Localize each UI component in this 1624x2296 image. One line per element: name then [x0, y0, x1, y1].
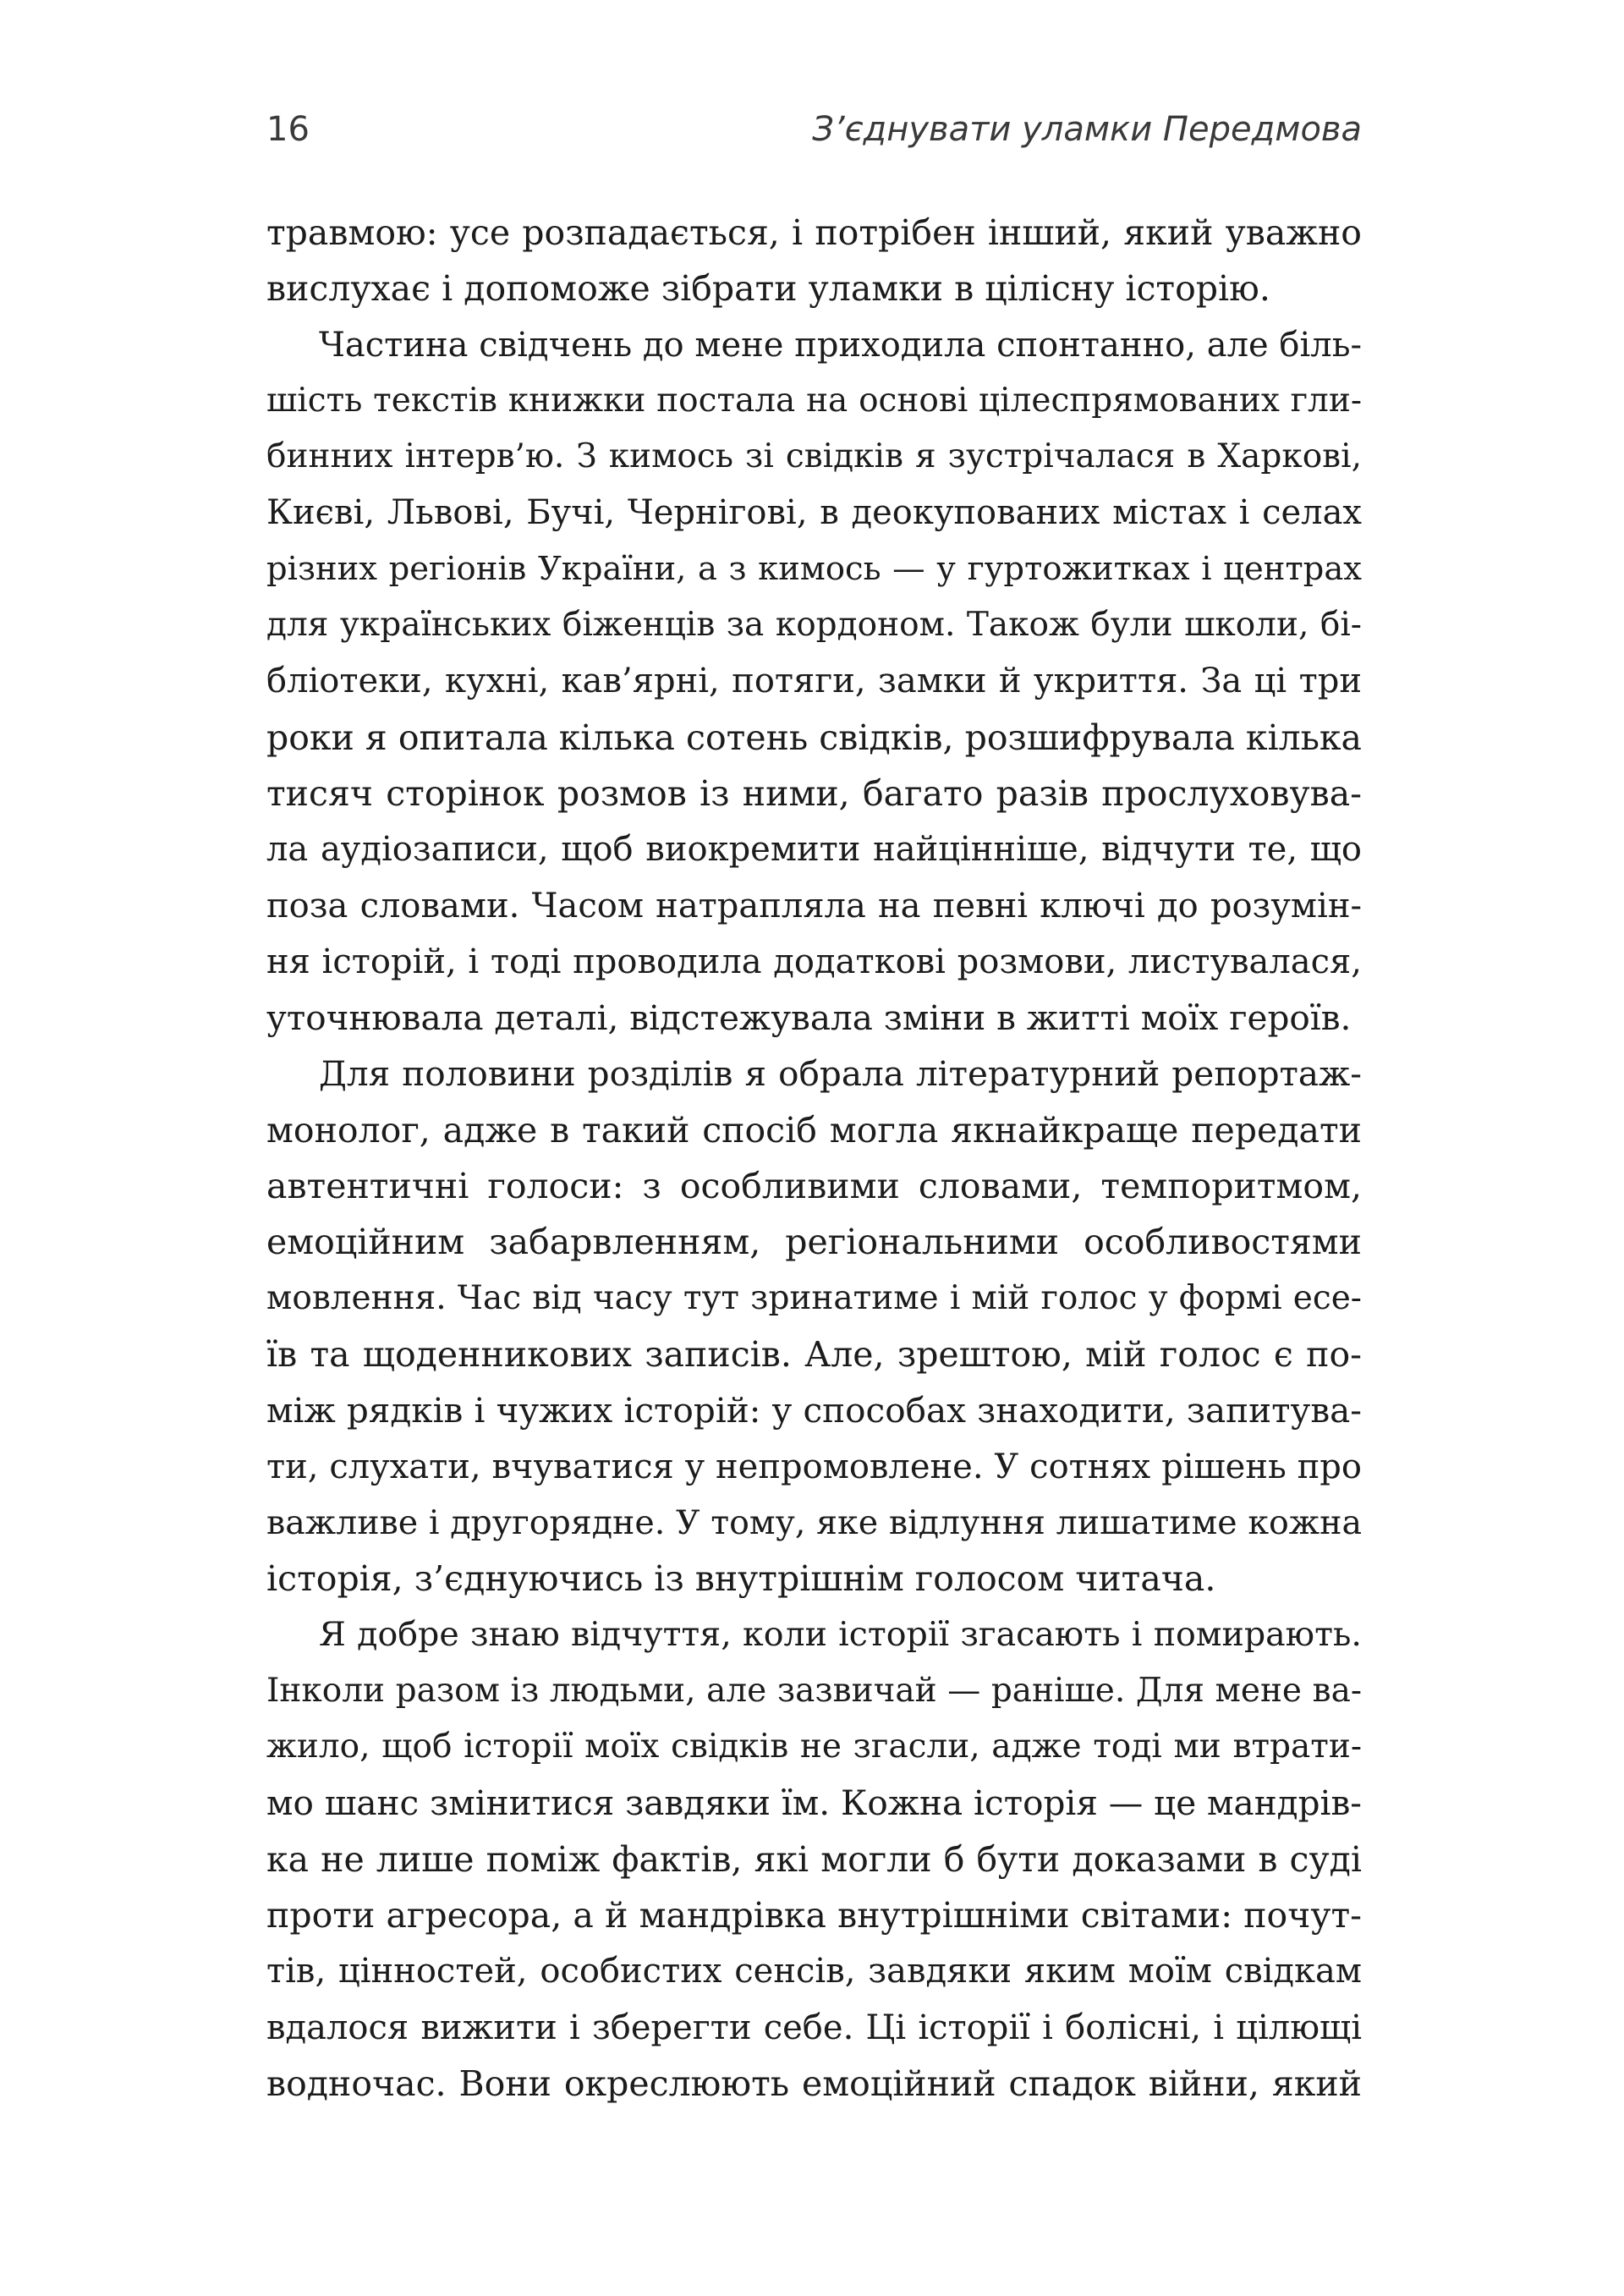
text-line: тисяч сторінок розмов із ними, багато разів прослуховува- [266, 772, 1362, 814]
text-line: Я добре знаю відчуття, коли історії згасають і помирають. [319, 1615, 1362, 1655]
text-line: монолог, адже в такий спосіб могла якнайкраще передати [266, 1109, 1362, 1151]
body-text [266, 205, 1362, 2112]
text-line: важливе і другорядне. У тому, яке відлуння лишатиме кожна [266, 1502, 1362, 1542]
text-line: історія, з’єднуючись із внутрішнім голосом читача. [266, 1558, 1216, 1600]
text-line: ня історій, і тоді проводила додаткові розмови, листувалася, [266, 942, 1362, 981]
text-line: автентичні голоси: з особливими словами, темпоритмом, [266, 1166, 1362, 1207]
text-line: водночас. Вони окреслюють емоційний спадок війни, який [266, 2063, 1362, 2104]
text-line: Для половини розділів я обрала літературний репортаж- [319, 1053, 1362, 1095]
text-line: мовлення. Час від часу тут зринатиме і мій голос у формі есе- [266, 1278, 1362, 1317]
text-line: бинних інтерв’ю. З кимось зі свідків я зустрічалася в Харкові, [266, 437, 1362, 476]
text-line: тів, цінностей, особистих сенсів, завдяки яким моїм свідкам [266, 1952, 1362, 1991]
text-line: вислухає і допоможе зібрати уламки в цілісну історію. [266, 268, 1270, 310]
text-line: Інколи разом із людьми, але зазвичай — раніше. Для мене ва- [266, 1671, 1362, 1710]
text-line: їв та щоденникових записів. Але, зрештою, мій голос є по- [266, 1333, 1362, 1375]
text-line: Частина свідчень до мене приходила спонтанно, але біль- [319, 325, 1362, 365]
text-line: проти агресора, а й мандрівка внутрішніми світами: почут- [266, 1894, 1362, 1936]
text-line: вдалося вижити і зберегти себе. Ці історії і болісні, і цілющі [266, 2008, 1362, 2047]
text-line: ла аудіозаписи, щоб виокремити найцінніше, відчути те, що [266, 830, 1362, 870]
text-line: шість текстів книжки постала на основі цілеспрямованих гли- [266, 381, 1362, 420]
text-line: уточнювала деталі, відстежувала зміни в житті моїх героїв. [266, 997, 1352, 1039]
text-line: емоційним забарвленням, регіональними особливостями [266, 1222, 1362, 1263]
text-line: поза словами. Часом натрапляла на певні ключі до розумін- [266, 886, 1362, 926]
text-line: різних регіонів України, а з кимось — у гуртожитках і центрах [266, 549, 1362, 588]
text-line: бліотеки, кухні, кав’ярні, потяги, замки й укриття. За ці три [266, 662, 1362, 701]
text-line: жило, щоб історії моїх свідків не згасли, адже тоді ми втрати- [266, 1727, 1362, 1766]
text-line: роки я опитала кілька сотень свідків, розшифрувала кілька [266, 717, 1362, 758]
text-line: Києві, Львові, Бучі, Чернігові, в деокупованих містах і селах [266, 493, 1362, 533]
page-header [266, 110, 1362, 169]
running-head: З’єднувати уламки Передмова [812, 110, 1362, 149]
text-line: ка не лише поміж фактів, які могли б бути доказами в суді [266, 1838, 1362, 1880]
page-number: 16 [266, 110, 310, 149]
text-line: травмою: усе розпадається, і потрібен інший, який уважно [266, 212, 1362, 253]
text-line: мо шанс змінитися завдяки їм. Кожна історія — це мандрів- [266, 1782, 1362, 1824]
text-line: ти, слухати, вчуватися у непромовлене. У сотнях рішень про [266, 1447, 1362, 1486]
text-line: для українських біженців за кордоном. Також були школи, бі- [266, 606, 1362, 645]
text-line: між рядків і чужих історій: у способах знаходити, запитува- [266, 1390, 1362, 1431]
